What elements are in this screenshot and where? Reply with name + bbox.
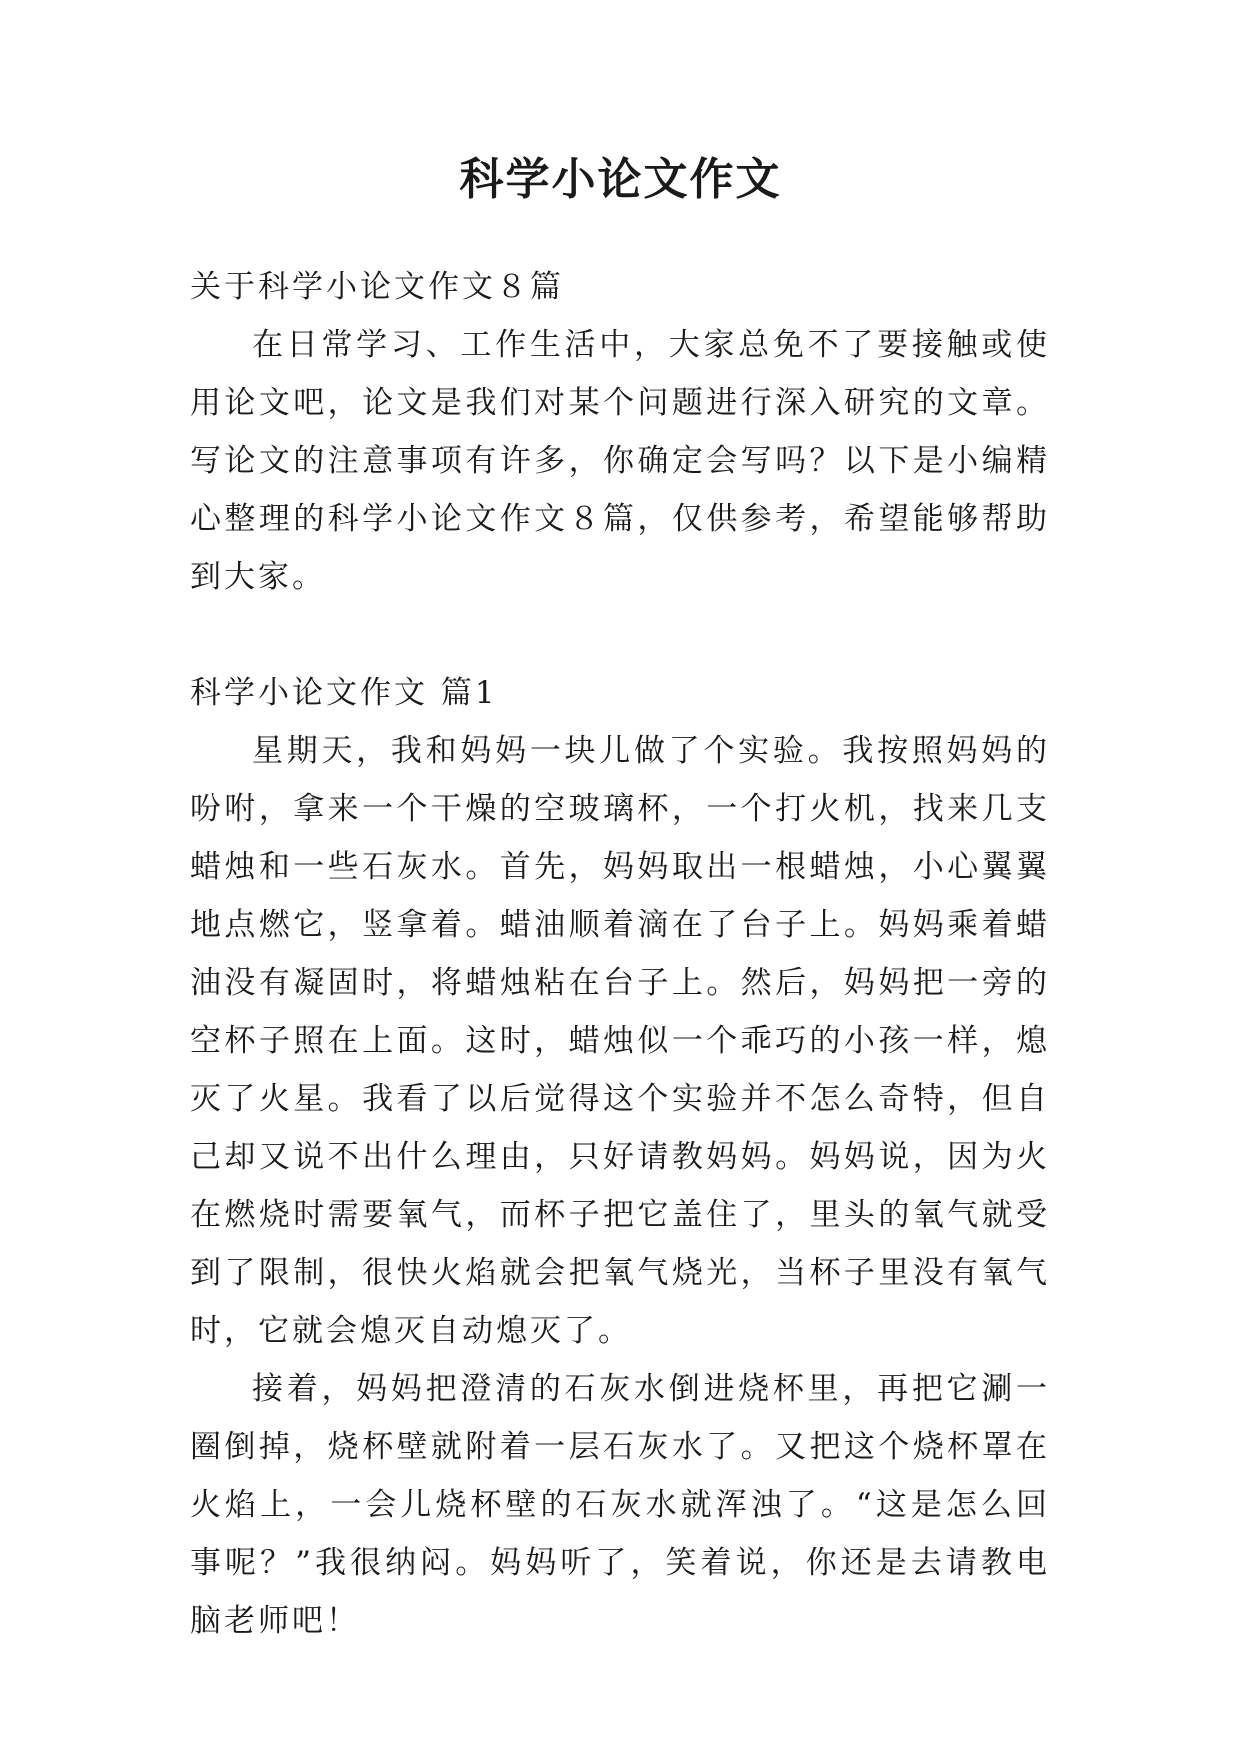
section-paragraph-1: 星期天，我和妈妈一块儿做了个实验。我按照妈妈的吩咐，拿来一个干燥的空玻璃杯，一个打火机，找来几支蜡烛和一些石灰水。首先，妈妈取出一根蜡烛，小心翼翼地点燃它，竖拿着。蜡油顺着滴在了台子上。妈妈乘着蜡油没有凝固时，将蜡烛粘在台子上。然后，妈妈把一旁的空杯子照在上面。这时，蜡烛似一个乖巧的小孩一样，熄灭了火星。我看了以后觉得这个实验并不怎么奇特，但自己却又说不出什么理由，只好请教妈妈。妈妈说，因为火在燃烧时需要氧气，而杯子把它盖住了，里头的氧气就受到了限制，很快火焰就会把氧气烧光，当杯子里没有氧气时，它就会熄灭自动熄灭了。 (190, 733, 1050, 1349)
section-paragraph-2: 接着，妈妈把澄清的石灰水倒进烧杯里，再把它涮一圈倒掉，烧杯壁就附着一层石灰水了。又把这个烧杯罩在火焰上，一会儿烧杯壁的石灰水就浑浊了。“这是怎么回事呢？”我很纳闷。妈妈听了，笑着说，你还是去请教电脑老师吧！ (190, 1371, 1050, 1639)
intro-paragraph: 在日常学习、工作生活中，大家总免不了要接触或使用论文吧，论文是我们对某个问题进行深入研究的文章。写论文的注意事项有许多，你确定会写吗？以下是小编精心整理的科学小论文作文８篇，仅供参考，希望能够帮助到大家。 (190, 327, 1050, 595)
section-heading: 科学小论文作文 篇1 (190, 675, 498, 711)
section-spacer (190, 606, 1050, 664)
document-title: 科学小论文作文 (459, 154, 782, 205)
intro-heading: 关于科学小论文作文８篇 (190, 269, 564, 305)
document-body (190, 258, 1050, 1650)
